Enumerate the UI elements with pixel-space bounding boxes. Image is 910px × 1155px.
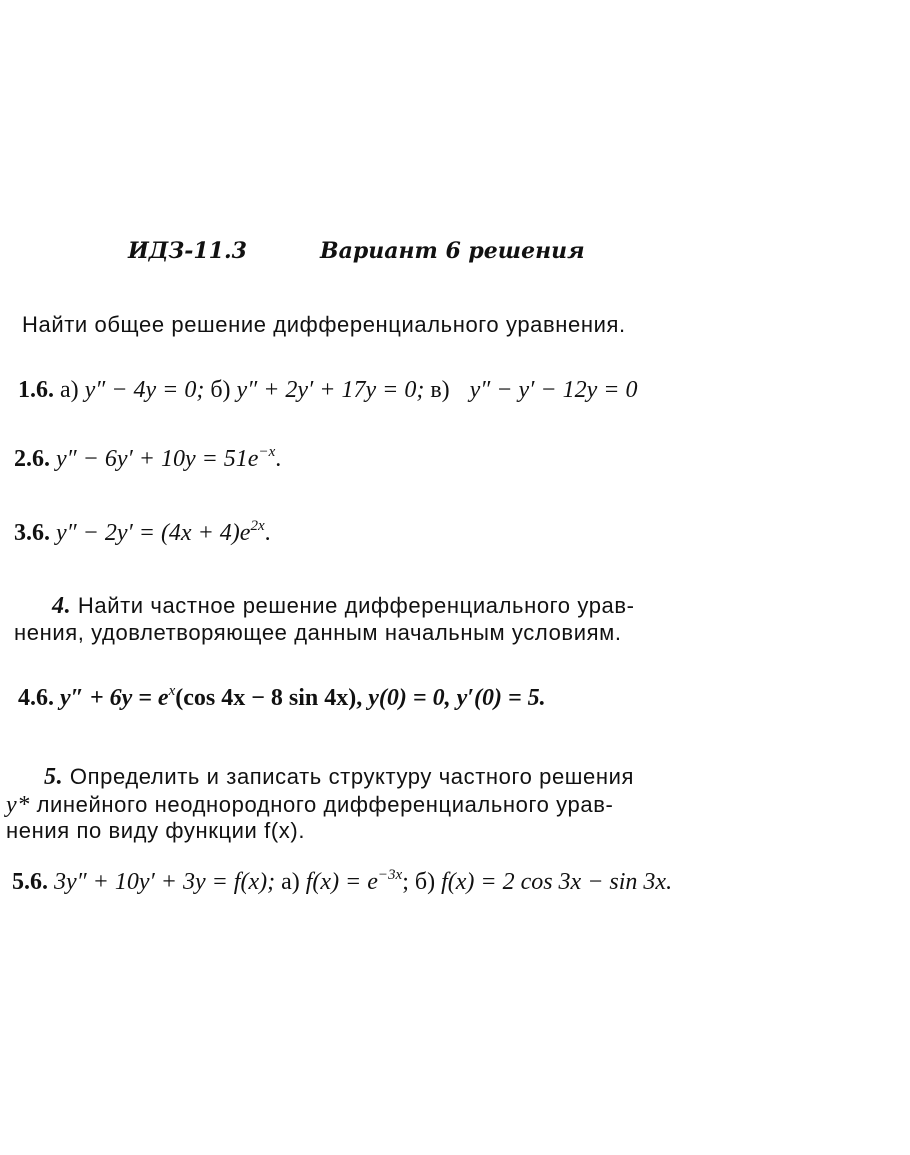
- assignment-code: ИДЗ-11.3: [128, 238, 247, 264]
- equation-end: .: [275, 446, 282, 472]
- problem-3-6: [14, 518, 271, 546]
- equation: 3y″ + 10y′ + 3y = f(x);: [54, 869, 276, 895]
- equation-left: y″ + 6y = e: [60, 685, 169, 711]
- initial-condition-2: y′(0) = 5.: [456, 685, 546, 711]
- option-b-equation: y″ + 2y′ + 17y = 0;: [236, 377, 425, 403]
- option-a-end: ;: [402, 869, 409, 895]
- problem-2-6: [14, 444, 282, 472]
- task-4-line-1: [52, 594, 635, 618]
- task-number: 5.: [44, 764, 64, 790]
- problem-4-6: [18, 683, 546, 711]
- option-a-label: а): [60, 377, 79, 403]
- task-text: Определить и записать структуру частного решения: [69, 764, 635, 789]
- option-a-equation: f(x) = e: [305, 869, 378, 895]
- exponent: −x: [258, 444, 276, 460]
- option-c-label: в): [430, 377, 450, 403]
- task-number: 4.: [52, 593, 72, 619]
- problem-number: 3.6.: [14, 520, 50, 546]
- exponent: 2x: [250, 518, 265, 534]
- problem-1-6: [18, 378, 637, 402]
- equation: y″ − 2y′ = (4x + 4)e: [56, 520, 251, 546]
- option-c-equation: y″ − y′ − 12y = 0: [469, 377, 638, 403]
- option-a-label: а): [281, 869, 300, 895]
- task-5-line-3: нения по виду функции f(x).: [6, 818, 306, 843]
- exponent: x: [168, 683, 176, 699]
- equation-end: .: [264, 520, 271, 546]
- intro-text: Найти общее решение дифференциального уравнения.: [22, 312, 626, 337]
- problem-5-6: [12, 867, 673, 895]
- option-b-label: б): [414, 869, 436, 895]
- task-text: Найти частное решение дифференциального урав-: [77, 593, 635, 618]
- task-text: линейного неоднородного дифференциального урав-: [36, 792, 614, 817]
- problem-number: 5.6.: [12, 869, 48, 895]
- equation-right: (cos 4x − 8 sin 4x),: [175, 685, 363, 711]
- task-5-line-2: [6, 793, 613, 817]
- initial-condition-1: y(0) = 0,: [368, 685, 451, 711]
- option-a-equation: y″ − 4y = 0;: [84, 377, 205, 403]
- particular-solution-symbol: y*: [6, 792, 30, 818]
- exponent: −3x: [377, 867, 403, 883]
- equation: y″ − 6y′ + 10y = 51e: [56, 446, 259, 472]
- option-b-label: б): [210, 377, 231, 403]
- problem-number: 1.6.: [18, 377, 54, 403]
- task-5-line-1: [44, 765, 634, 789]
- problem-number: 2.6.: [14, 446, 50, 472]
- option-b-equation: f(x) = 2 cos 3x − sin 3x.: [441, 869, 673, 895]
- variant-title: Вариант 6 решения: [320, 238, 585, 264]
- problem-number: 4.6.: [18, 685, 54, 711]
- task-4-line-2: нения, удовлетворяющее данным начальным условиям.: [14, 620, 622, 645]
